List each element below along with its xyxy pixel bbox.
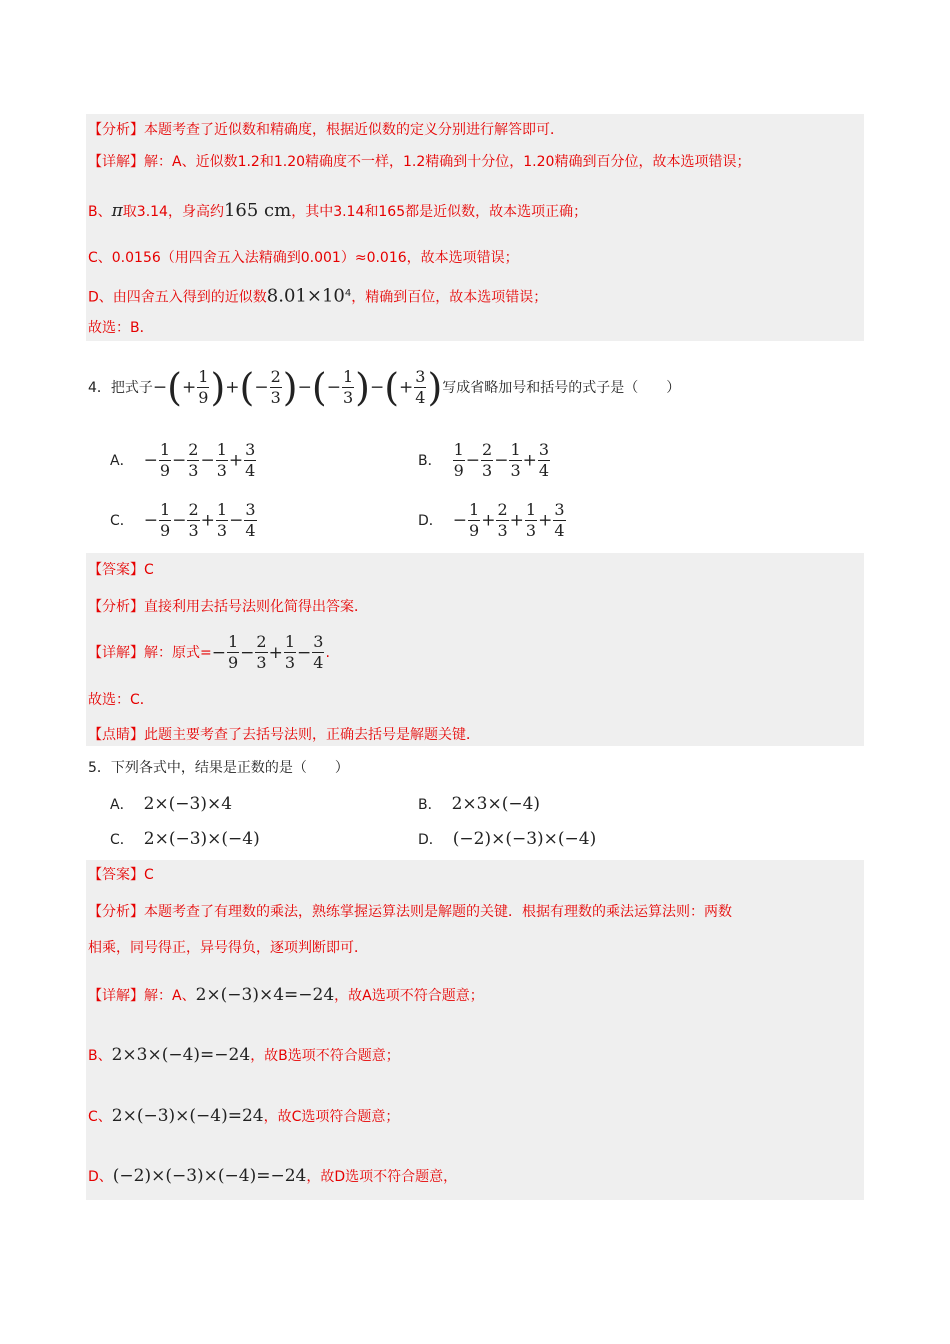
detail-suffix: ，故A选项不符合题意；: [334, 988, 484, 1004]
stem-prefix: 把式子: [110, 379, 153, 396]
option-label: D．: [418, 832, 443, 848]
question-number: 5．: [88, 760, 111, 776]
comment-text: 此题主要考查了去括号法则，正确去括号是解题关键．: [144, 727, 480, 743]
answer-value: C: [144, 867, 154, 883]
choice-text: 故选：B．: [88, 320, 154, 336]
q3-analysis: [88, 120, 564, 140]
q4-option-c[interactable]: C． − $\frac{1}{9}$ − $\frac{2}{3}$ + $\frac{1}{3}$ − $\frac{3}{4}$: [110, 500, 256, 540]
analysis-tag: 【分析】: [88, 599, 144, 615]
comment-tag: 【点睛】: [88, 727, 144, 743]
q3-choice: [88, 318, 154, 338]
detail-tag: 【详解】: [88, 988, 144, 1004]
detail-expr: 2×(−3)×(−4)=24: [111, 1106, 264, 1126]
option-expr: 2×(−3)×(−4): [143, 829, 260, 849]
line-d-suffix: ，精确到百位，故本选项错误；: [351, 289, 548, 306]
q5-option-c[interactable]: [110, 829, 260, 850]
q3-detail-b: [88, 201, 587, 222]
detail-expr: 2×(−3)×4=−24: [195, 985, 335, 1005]
detail-suffix: ，故B选项不符合题意；: [250, 1048, 400, 1064]
detail-prefix: D、: [88, 1169, 113, 1185]
line-d-prefix: D、由四舍五入得到的近似数: [88, 289, 267, 306]
q5-detail-c: [88, 1106, 399, 1127]
fraction: $\frac{3}{4}$: [415, 367, 426, 407]
detail-text: 解：原式=: [144, 644, 212, 661]
detail-suffix: ，故C选项符合题意；: [263, 1109, 400, 1125]
detail-expr: 2×3×(−4)=−24: [111, 1045, 251, 1065]
q4-answer: [88, 560, 154, 580]
detail-prefix: 解：A、: [144, 988, 196, 1004]
analysis-tag: 【分析】: [88, 904, 144, 920]
answer-tag: 【答案】: [88, 867, 144, 883]
q4-comment: [88, 725, 480, 745]
detail-expr: (−2)×(−3)×(−4)=−24: [112, 1166, 307, 1186]
q4-analysis: [88, 597, 368, 617]
q3-detail-d: [88, 284, 547, 308]
sci-notation: 8.01×10: [266, 285, 345, 307]
analysis-tag: 【分析】: [88, 122, 144, 138]
line-b-prefix: B、: [88, 204, 112, 220]
analysis-text: 相乘，同号得正，异号得负，逐项判断即可．: [88, 940, 368, 956]
option-expr: 2×3×(−4): [451, 794, 541, 814]
detail-tag: 【详解】: [88, 154, 144, 170]
q5-answer: [88, 865, 154, 885]
q3-detail-c: [88, 248, 519, 268]
analysis-text: 本题考查了近似数和精确度，根据近似数的定义分别进行解答即可．: [144, 122, 564, 138]
height-value: 165 cm: [223, 200, 292, 221]
pi-symbol: π: [111, 201, 123, 221]
option-label: A．: [110, 797, 134, 813]
answer-value: C: [144, 562, 154, 578]
analysis-text: 本题考查了有理数的乘法，熟练掌握运算法则是解题的关键．根据有理数的乘法运算法则：两数: [144, 904, 732, 920]
option-expr: (−2)×(−3)×(−4): [452, 829, 597, 849]
option-label: B．: [418, 452, 442, 469]
q4-option-b[interactable]: B． $\frac{1}{9}$ − $\frac{2}{3}$ − $\frac{1}{3}$ + $\frac{3}{4}$: [418, 440, 550, 480]
detail-tag: 【详解】: [88, 644, 144, 661]
line-c: C、0.0156（用四舍五入法精确到0.001）≈0.016，故本选项错误；: [88, 250, 519, 266]
option-label: C．: [110, 832, 134, 848]
q5-detail-b: [88, 1045, 400, 1066]
option-expr: 2×(−3)×4: [143, 794, 233, 814]
q4-choice: [88, 690, 154, 710]
q4-stem: 4．把式子−(+ $\frac{1}{9}$ )+(− $\frac{2}{3}$ )−(− $\frac{1}{3}$ )−(+ $\frac{3}{4}$ )写成省略加号和括号的式子是（ ）: [88, 365, 681, 410]
q5-analysis-2: [88, 938, 368, 958]
detail-suffix: ，故D选项不符合题意，: [306, 1169, 458, 1185]
exponent: 4: [344, 288, 352, 299]
line-b-mid: 取3.14，身高约: [122, 204, 224, 220]
answer-tag: 【答案】: [88, 562, 144, 578]
option-label: D．: [418, 512, 443, 529]
analysis-text: 直接利用去括号法则化简得出答案．: [144, 599, 368, 615]
q5-option-d[interactable]: [418, 829, 596, 850]
q5-option-a[interactable]: [110, 794, 232, 815]
q5-analysis-1: [88, 902, 732, 922]
q5-stem: [88, 758, 349, 778]
detail-line-a: 解：A、近似数1.2和1.20精确度不一样，1.2精确到十分位，1.20精确到百分位，故本选项错误；: [144, 154, 751, 170]
fraction: $\frac{1}{3}$: [342, 367, 354, 407]
q4-detail: 【详解】解：原式=− $\frac{1}{9}$ − $\frac{2}{3}$ + $\frac{1}{3}$ − $\frac{3}{4}$ .: [88, 632, 330, 672]
option-label: B．: [418, 797, 442, 813]
question-number: 4．: [88, 379, 111, 396]
q5-option-b[interactable]: [418, 794, 540, 815]
q5-detail-d: [88, 1166, 457, 1187]
stem-suffix: 写成省略加号和括号的式子是（ ）: [442, 379, 681, 396]
line-b-suffix: ，其中3.14和165都是近似数，故本选项正确；: [291, 204, 588, 220]
q5-detail-a: [88, 985, 484, 1006]
detail-prefix: C、: [88, 1109, 112, 1125]
detail-prefix: B、: [88, 1048, 112, 1064]
stem-text: 下列各式中，结果是正数的是（ ）: [110, 760, 349, 776]
option-label: A．: [110, 452, 134, 469]
q4-option-a[interactable]: A． − $\frac{1}{9}$ − $\frac{2}{3}$ − $\frac{1}{3}$ + $\frac{3}{4}$: [110, 440, 256, 480]
choice-text: 故选：C．: [88, 692, 154, 708]
q3-detail-a: [88, 152, 750, 172]
fraction: $\frac{2}{3}$: [270, 367, 281, 407]
q4-option-d[interactable]: D． − $\frac{1}{9}$ + $\frac{2}{3}$ + $\frac{1}{3}$ + $\frac{3}{4}$: [418, 500, 565, 540]
fraction: $\frac{1}{9}$: [198, 367, 209, 407]
option-label: C．: [110, 512, 134, 529]
